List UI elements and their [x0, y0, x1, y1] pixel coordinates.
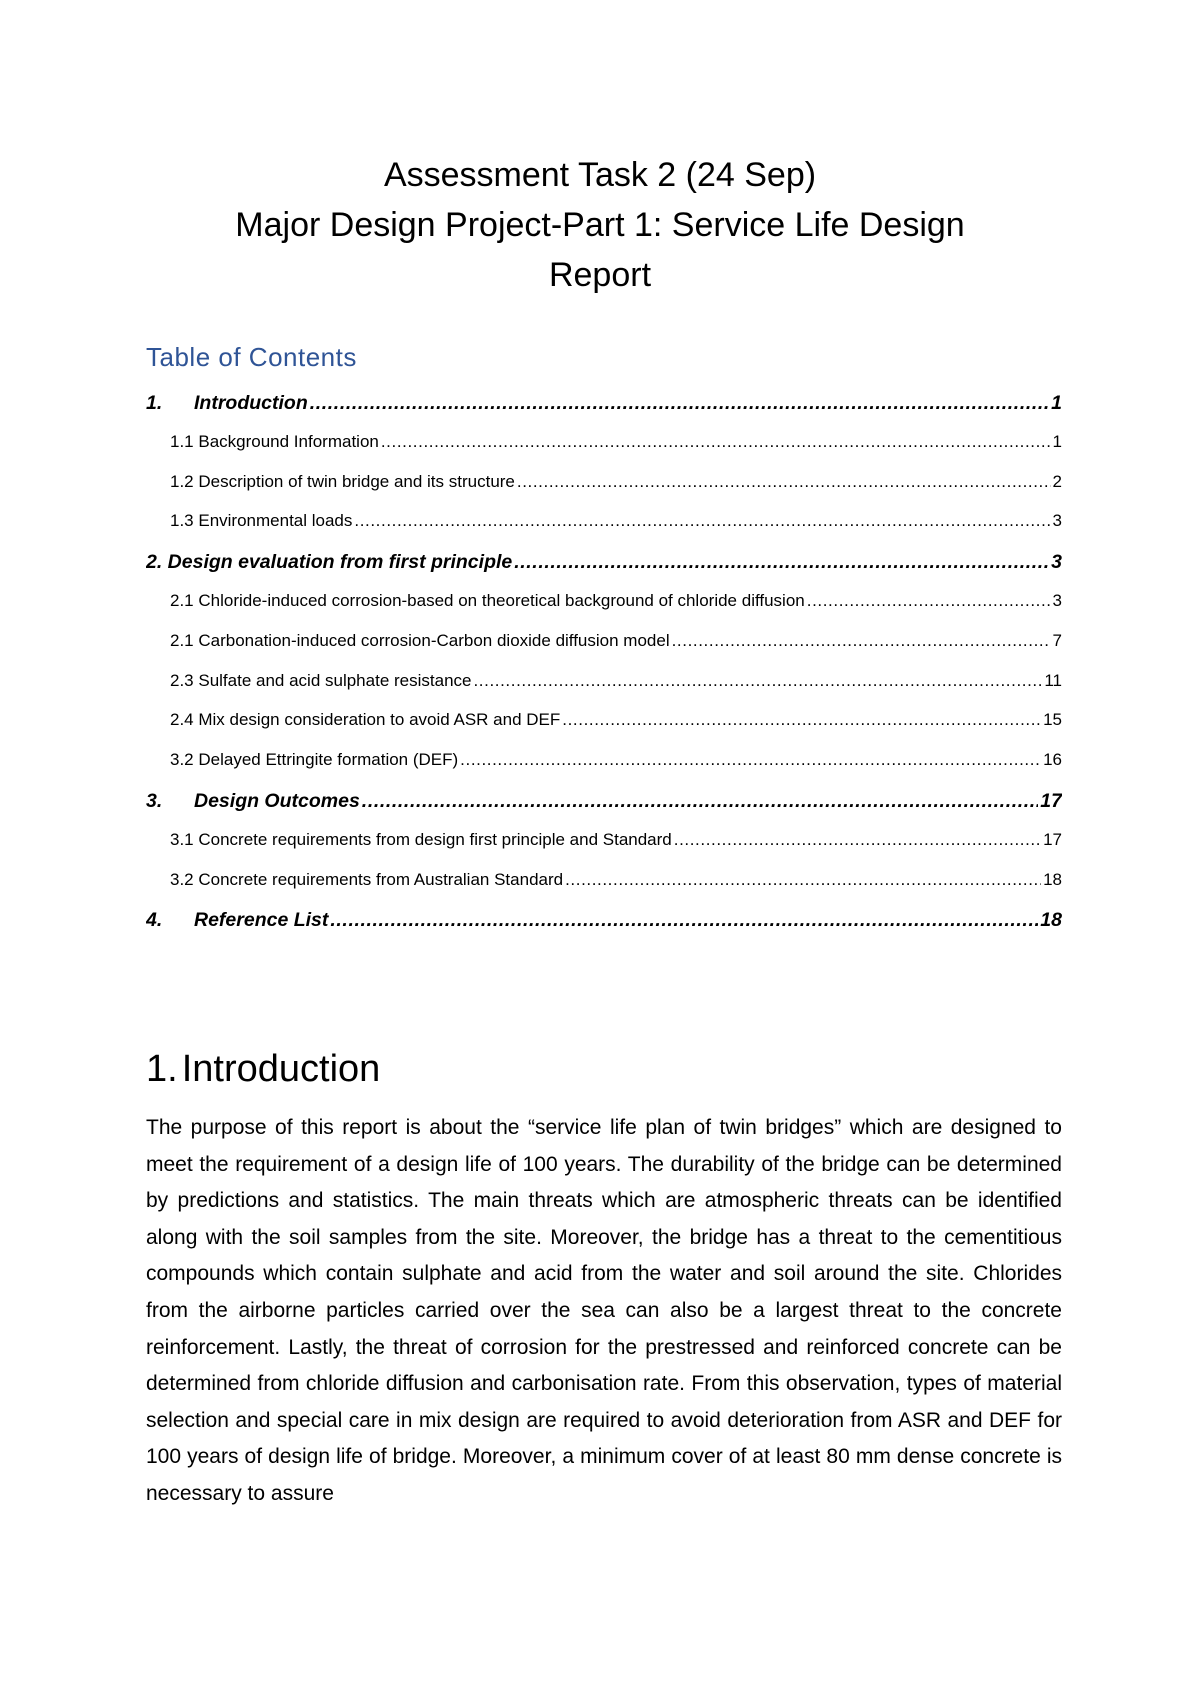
toc-entry[interactable]	[146, 750, 1062, 790]
section-number: 1.	[146, 1048, 178, 1090]
toc-entry[interactable]	[146, 511, 1062, 551]
toc-entry-label: Introduction	[194, 392, 308, 414]
toc-leader-dots	[310, 392, 1049, 415]
toc-leader-dots	[807, 591, 1051, 611]
toc-entry[interactable]	[146, 870, 1062, 910]
toc-leader-dots	[354, 511, 1050, 531]
toc-entry-page: 7	[1052, 630, 1062, 650]
toc-entry-page: 16	[1043, 750, 1062, 770]
toc-entry-label: 1.3 Environmental loads	[170, 511, 353, 531]
section-title: Introduction	[181, 1048, 381, 1090]
toc-entry-label: 2. Design evaluation from first principle	[146, 551, 513, 574]
toc-entry[interactable]	[146, 671, 1062, 711]
table-of-contents	[146, 392, 1062, 949]
toc-leader-dots	[473, 671, 1042, 691]
toc-entry-label: Design Outcomes	[194, 789, 360, 812]
toc-entry-number: 1.	[146, 392, 163, 414]
introduction-paragraph: The purpose of this report is about the “service life plan of twin bridges” which are designed to meet the requirement of a design life of 100 years. The durability of the bridge can be determined by predictions and statistics. The main threats which are atmospheric threats can be identified along with the soil samples from the site. Moreover, the bridge has a threat to the cementitious compounds which contain sulphate and acid from the water and soil around the site. Chlorides from the airborne particles carried over the sea can also be a largest threat to the concrete reinforcement. Lastly, the threat of corrosion for the prestressed and reinforced concrete can be determined from chloride diffusion and carbonisation rate. From this observation, types of material selection and special care in mix design are required to avoid deterioration from ASR and DEF for 100 years of design life of bridge. Moreover, a minimum cover of at least 80 mm dense concrete is necessary to assure	[146, 1116, 1062, 1505]
toc-leader-dots	[514, 551, 1049, 574]
section-heading-introduction	[146, 1048, 380, 1091]
toc-entry-page: 3	[1052, 590, 1062, 610]
toc-entry[interactable]	[146, 830, 1062, 870]
toc-entry-page: 17	[1043, 829, 1062, 849]
toc-entry-page: 1	[1051, 392, 1062, 414]
toc-leader-dots	[330, 909, 1038, 932]
toc-leader-dots	[381, 432, 1051, 452]
toc-leader-dots	[674, 830, 1041, 850]
toc-entry[interactable]	[146, 909, 1062, 949]
toc-entry-page: 15	[1043, 710, 1062, 730]
title-line-1: Assessment Task 2 (24 Sep)	[383, 156, 817, 194]
toc-entry-page: 1	[1052, 431, 1062, 451]
toc-entry[interactable]	[146, 631, 1062, 671]
toc-entry-label: 2.4 Mix design consideration to avoid ASR and DEF	[170, 710, 561, 730]
toc-entry-label: 3.2 Delayed Ettringite formation (DEF)	[170, 750, 459, 770]
toc-leader-dots	[672, 631, 1051, 651]
toc-entry-number: 3.	[146, 789, 163, 812]
toc-entry-label: 3.2 Concrete requirements from Australian Standard	[170, 869, 564, 889]
toc-entry[interactable]	[146, 790, 1062, 830]
toc-entry-page: 3	[1052, 511, 1062, 531]
toc-entry-page: 17	[1040, 789, 1062, 812]
toc-leader-dots	[362, 790, 1039, 813]
toc-entry-page: 18	[1040, 909, 1062, 932]
toc-entry-page: 3	[1051, 551, 1062, 574]
toc-entry[interactable]	[146, 392, 1062, 432]
toc-entry-page: 18	[1043, 869, 1062, 889]
toc-entry-label: 3.1 Concrete requirements from design first principle and Standard	[170, 829, 672, 849]
toc-entry[interactable]	[146, 710, 1062, 750]
toc-entry-label: Reference List	[194, 909, 329, 932]
title-line-3: Report	[548, 256, 652, 294]
toc-leader-dots	[517, 472, 1051, 492]
toc-entry-label: 2.1 Chloride-induced corrosion-based on theoretical background of chloride diffusion	[170, 590, 805, 610]
toc-entry-page: 11	[1044, 670, 1062, 690]
toc-entry-label: 1.1 Background Information	[170, 431, 379, 451]
toc-heading: Table of Contents	[146, 342, 357, 372]
document-title	[0, 150, 1200, 300]
toc-entry[interactable]	[146, 432, 1062, 472]
toc-leader-dots	[460, 750, 1041, 770]
toc-leader-dots	[565, 870, 1041, 890]
toc-entry[interactable]	[146, 591, 1062, 631]
toc-entry-page: 2	[1052, 471, 1062, 491]
toc-entry[interactable]	[146, 472, 1062, 512]
toc-entry[interactable]	[146, 551, 1062, 591]
toc-entry-label: 2.3 Sulfate and acid sulphate resistance	[170, 670, 472, 690]
toc-entry-label: 2.1 Carbonation-induced corrosion-Carbon dioxide diffusion model	[170, 630, 670, 650]
toc-leader-dots	[562, 710, 1041, 730]
title-line-2: Major Design Project-Part 1: Service Life Design	[235, 206, 965, 244]
toc-entry-number: 4.	[146, 909, 163, 932]
toc-entry-label: 1.2 Description of twin bridge and its structure	[170, 471, 515, 491]
